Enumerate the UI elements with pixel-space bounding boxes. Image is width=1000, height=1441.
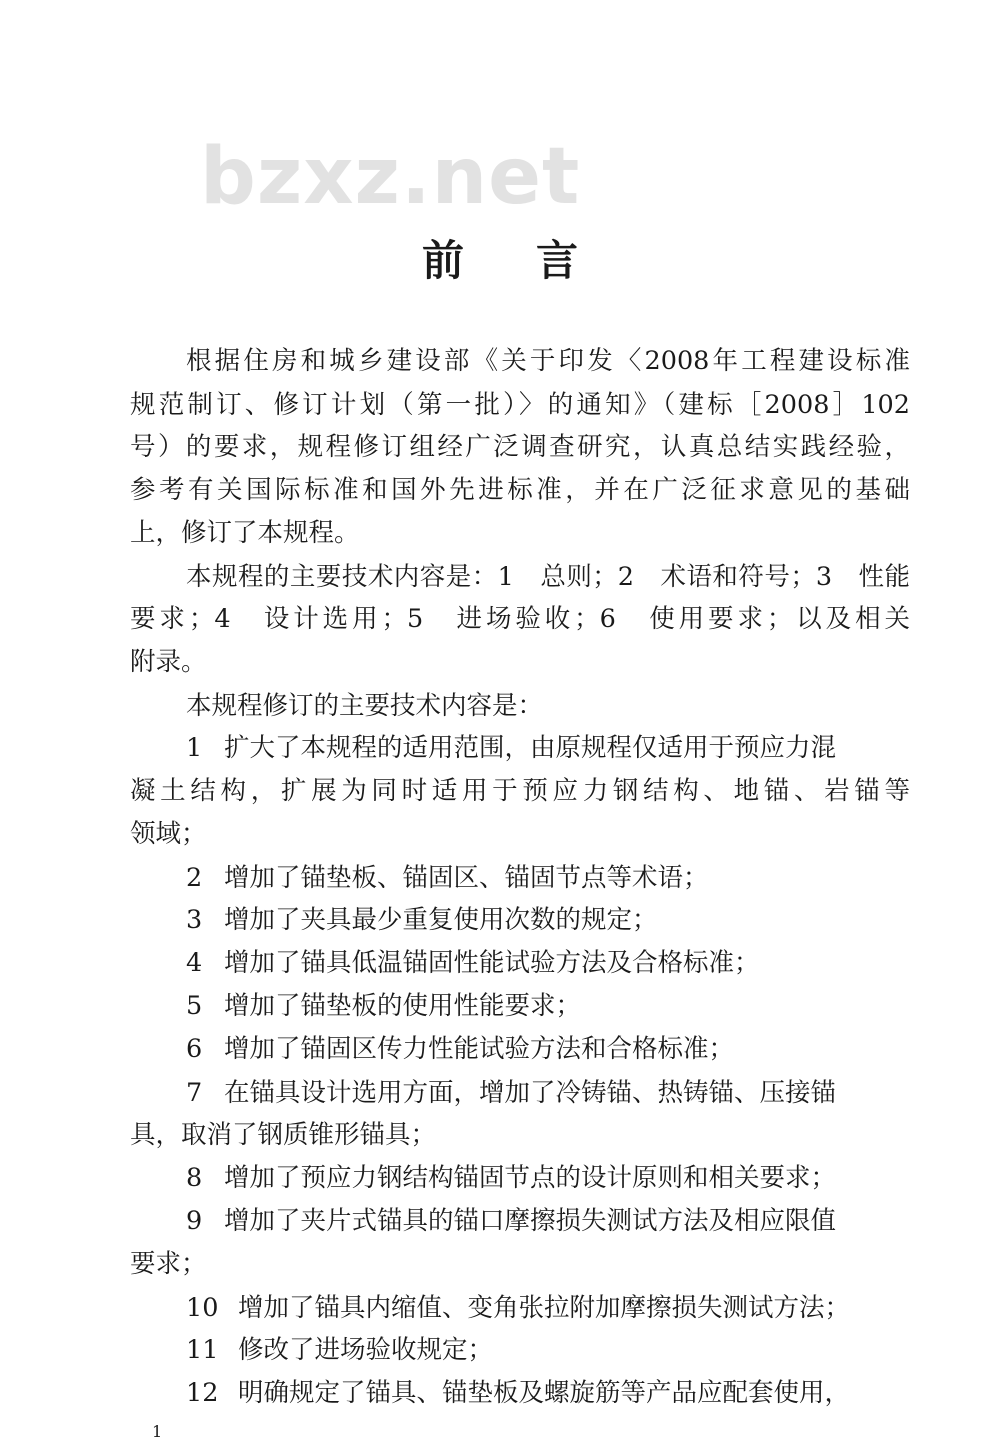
item-text: 增加了预应力钢结构锚固节点的设计原则和相关要求； <box>224 1163 837 1193</box>
item-number: 11 <box>186 1335 219 1365</box>
item-text: 增加了锚具内缩值、变角张拉附加摩擦损失测试方法； <box>238 1293 851 1323</box>
list-item <box>186 1291 910 1325</box>
paragraph-line: 上，修订了本规程。 <box>130 518 360 548</box>
list-item <box>186 1376 910 1410</box>
list-item <box>186 1032 910 1066</box>
list-item-continuation: 要求； <box>130 1249 207 1279</box>
item-text: 在锚具设计选用方面，增加了冷铸锚、热铸锚、压接锚 <box>224 1078 837 1108</box>
item-text: 增加了夹片式锚具的锚口摩擦损失测试方法及相应限值 <box>224 1206 837 1236</box>
item-number: 9 <box>186 1206 203 1236</box>
list-item <box>186 1333 910 1367</box>
item-number: 6 <box>186 1034 203 1064</box>
item-text: 明确规定了锚具、锚垫板及螺旋筋等产品应配套使用， <box>238 1378 851 1408</box>
paragraph-line: 号）的要求，规程修订组经广泛调查研究，认真总结实践经验， <box>130 432 910 462</box>
list-item <box>186 1204 910 1238</box>
paragraph-line: 规范制订、修订计划（第一批）〉的通知》（建标［2008］102 <box>130 390 910 420</box>
item-number: 3 <box>186 905 203 935</box>
paragraph-line: 本规程的主要技术内容是：1 总则；2 术语和符号；3 性能 <box>186 562 910 592</box>
page-title: 前言 <box>421 236 650 285</box>
list-item <box>186 1161 910 1195</box>
paragraph-line: 本规程修订的主要技术内容是： <box>186 691 544 721</box>
list-item <box>186 731 910 765</box>
item-number: 10 <box>186 1293 219 1323</box>
item-text: 修改了进场验收规定； <box>238 1335 494 1365</box>
item-text: 增加了锚具低温锚固性能试验方法及合格标准； <box>224 948 760 978</box>
item-text: 增加了锚固区传力性能试验方法和合格标准； <box>224 1034 735 1064</box>
item-text: 增加了锚垫板、锚固区、锚固节点等术语； <box>224 863 709 893</box>
item-number: 2 <box>186 863 203 893</box>
paragraph-line: 附录。 <box>130 647 207 677</box>
list-item-continuation: 具，取消了钢质锥形锚具； <box>130 1120 437 1150</box>
list-item <box>186 946 910 980</box>
item-number: 4 <box>186 948 203 978</box>
paragraph-line: 根据住房和城乡建设部《关于印发〈2008年工程建设标准 <box>186 346 910 376</box>
item-text: 扩大了本规程的适用范围，由原规程仅适用于预应力混 <box>224 733 837 763</box>
list-item <box>186 989 910 1023</box>
item-number: 5 <box>186 991 203 1021</box>
item-number: 8 <box>186 1163 203 1193</box>
list-item <box>186 861 910 895</box>
item-text: 增加了锚垫板的使用性能要求； <box>224 991 582 1021</box>
paragraph-line: 要求；4 设计选用；5 进场验收；6 使用要求；以及相关 <box>130 604 910 634</box>
item-number: 12 <box>186 1378 219 1408</box>
page-number: 1 <box>152 1422 163 1441</box>
list-item <box>186 903 910 937</box>
list-item-continuation: 凝土结构，扩展为同时适用于预应力钢结构、地锚、岩锚等 <box>130 776 910 806</box>
list-item <box>186 1076 910 1110</box>
watermark: bzxz.net <box>200 132 581 222</box>
item-number: 7 <box>186 1078 203 1108</box>
list-item-continuation: 领域； <box>130 819 207 849</box>
item-text: 增加了夹具最少重复使用次数的规定； <box>224 905 658 935</box>
item-number: 1 <box>186 733 203 763</box>
paragraph-line: 参考有关国际标准和国外先进标准，并在广泛征求意见的基础 <box>130 475 910 505</box>
